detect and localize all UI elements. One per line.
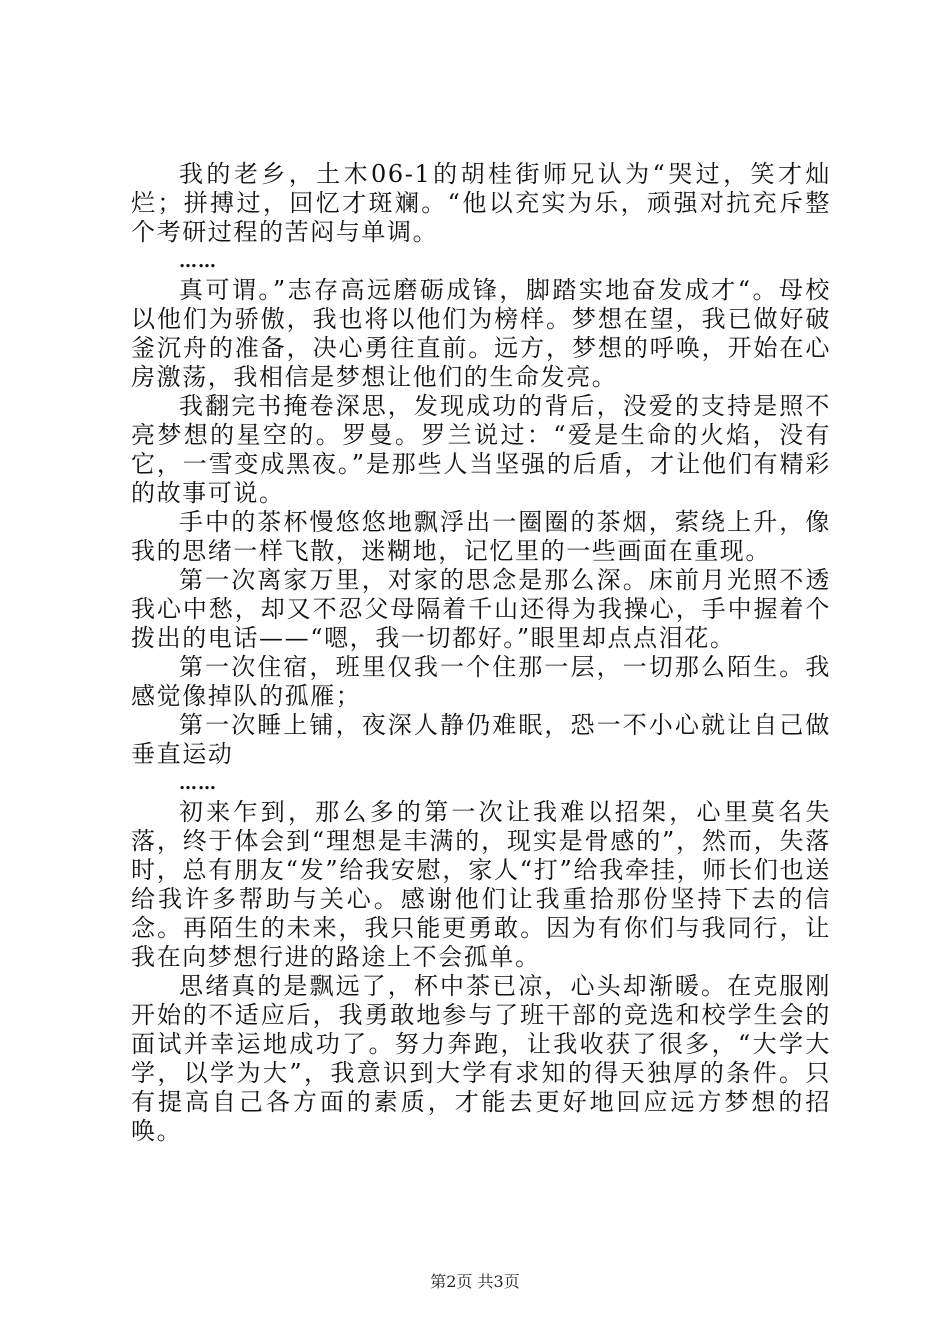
paragraph: 我的老乡，土木06-1的胡桂街师兄认为“哭过，笑才灿烂；拼搏过，回忆才斑斓。“他以充实为乐，顽强对抗充斥整个考研过程的苦闷与单调。 [131, 160, 831, 246]
paragraph: 初来乍到，那么多的第一次让我难以招架，心里莫名失落，终于体会到“理想是丰满的，现实是骨感的”，然而，失落时，总有朋友“发”给我安慰，家人“打”给我牵挂，师长们也送给我许多帮助与关心。感谢他们让我重拾那份坚持下去的信念。再陌生的未来，我只能更勇敢。因为有你们与我同行，让我在向梦想行进的路途上不会孤单。 [131, 798, 831, 971]
paragraph: 第一次睡上铺，夜深人静仍难眠，恐一不小心就让自己做垂直运动 [131, 711, 831, 768]
paragraph: 思绪真的是飘远了，杯中茶已凉，心头却渐暖。在克服刚开始的不适应后，我勇敢地参与了班干部的竞选和校学生会的面试并幸运地成功了。努力奔跑，让我收获了很多，“大学大学，以学为大”，我意识到大学有求知的得天独厚的条件。只有提高自己各方面的素质，才能去更好地回应远方梦想的招唤。 [131, 972, 831, 1145]
document-body [131, 160, 831, 1146]
paragraph: 第一次住宿，班里仅我一个住那一层，一切那么陌生。我感觉像掉队的孤雁； [131, 653, 831, 710]
ellipsis-line: …… [179, 251, 217, 272]
paragraph: 手中的茶杯慢悠悠地飘浮出一圈圈的茶烟，萦绕上升，像我的思绪一样飞散，迷糊地，记忆里的一些画面在重现。 [131, 508, 831, 565]
paragraph: 第一次离家万里，对家的思念是那么深。床前月光照不透我心中愁，却又不忍父母隔着千山还得为我操心，手中握着个拨出的电话——“嗯，我一切都好。”眼里却点点泪花。 [131, 566, 831, 652]
paragraph: 真可谓。”志存高远磨砺成锋，脚踏实地奋发成才“。母校以他们为骄傲，我也将以他们为榜样。梦想在望，我已做好破釜沉舟的准备，决心勇往直前。远方，梦想的呼唤，开始在心房激荡，我相信是梦想让他们的生命发亮。 [131, 276, 831, 391]
paragraph: 我翻完书掩卷深思，发现成功的背后，没爱的支持是照不亮梦想的星空的。罗曼。罗兰说过：“爱是生命的火焰，没有它，一雪变成黑夜。”是那些人当坚强的后盾，才让他们有精彩的故事可说。 [131, 392, 831, 507]
page-footer: 第2页 共3页 [430, 1272, 520, 1291]
ellipsis-line: …… [179, 773, 217, 794]
